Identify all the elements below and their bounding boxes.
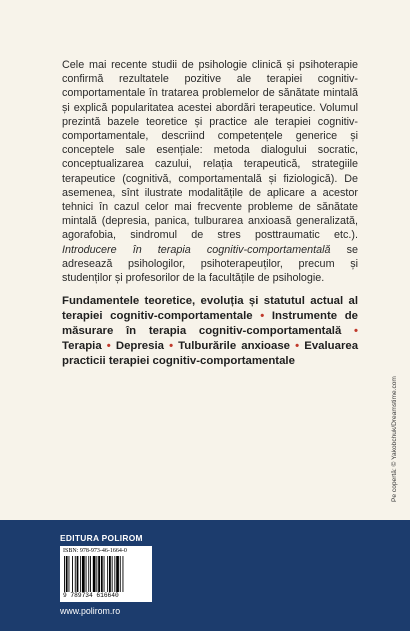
barcode-bar: [101, 556, 103, 592]
barcode-bar: [80, 556, 81, 592]
barcode-bar: [93, 556, 96, 592]
topic-item: Depresia: [115, 340, 164, 352]
barcode-bar: [66, 556, 68, 592]
barcode-bar: [82, 556, 85, 592]
barcode-bar: [114, 556, 115, 592]
barcode-bar: [75, 556, 76, 592]
barcode-bar: [116, 556, 119, 592]
barcode-bars: [64, 556, 148, 592]
book-description: [62, 58, 358, 285]
publisher-name: EDITURA POLIROM: [60, 533, 143, 543]
bullet-separator: •: [295, 340, 300, 352]
barcode-bar: [120, 556, 121, 592]
barcode-bar: [90, 556, 91, 592]
book-title-italic: Introducere în terapia cognitiv-comportamentală: [62, 243, 331, 256]
publisher-website: www.polirom.ro: [60, 606, 121, 616]
barcode-digits: 9 789734 616640: [63, 592, 119, 599]
contents-summary: [62, 294, 358, 369]
barcode-bar: [96, 556, 97, 592]
barcode-bar: [112, 556, 113, 592]
topic-item: Instrumente de măsurare în terapia cognitiv-comportamentală: [62, 310, 359, 337]
barcode-bar: [109, 556, 111, 592]
barcode-bar: [104, 556, 105, 592]
bullet-separator: •: [169, 340, 174, 352]
barcode-bar: [86, 556, 87, 592]
bullet-separator: •: [354, 325, 359, 337]
topic-item: Evaluarea practicii terapiei cognitiv-comportamentale: [62, 340, 359, 367]
barcode-bar: [77, 556, 79, 592]
barcode-bar: [88, 556, 89, 592]
barcode-bar: [72, 556, 73, 592]
barcode-bar: [98, 556, 100, 592]
topic-item: Tulburările anxioase: [178, 340, 291, 352]
description-audience: se adresează psihologilor, psihoterapeuților, precum și studenților și profesorilor de la facultățile de psihologie.: [62, 243, 359, 285]
description-text: Cele mai recente studii de psihologie clinică și psihoterapie confirmă rezultatele pozitive ale terapiei cognitiv-comportamentale în tratarea problemelor de sănătate mintală și explică popularitatea acestei abordări terapeutice. Volumul prezintă bazele teoretice și practice ale terapiei cognitiv-comportamentale, descriind competențele generice și conceptele sale esențiale: metoda dialogului socratic, conceptualizarea cazului, relația terapeutică, strategiile terapeutice (cognitivă, comportamentală și fiziologică). De asemenea, sînt ilustrate modalitățile de aplicare a acestor tehnici în cazul celor mai frecvente probleme de sănătate mintală (depresia, panica, tulburarea anxioasă generalizată, agorafobia, sindromul de stres posttraumatic etc.).: [62, 59, 358, 242]
topic-item: Fundamentele teoretice, evoluția și statutul actual al terapiei cognitiv-comportamentale: [62, 295, 358, 322]
barcode: [60, 546, 152, 602]
barcode-bar: [123, 556, 124, 592]
bullet-separator: •: [260, 310, 265, 322]
bullet-separator: •: [106, 340, 111, 352]
isbn-number: ISBN: 978-973-46-1664-0: [63, 548, 127, 554]
barcode-bar: [69, 556, 70, 592]
topic-item: Terapia: [62, 340, 102, 352]
barcode-bar: [64, 556, 65, 592]
barcode-bar: [107, 556, 108, 592]
image-credit-text: Pe copertă: © Yakobchuk/Dreamstime.com: [391, 376, 398, 502]
